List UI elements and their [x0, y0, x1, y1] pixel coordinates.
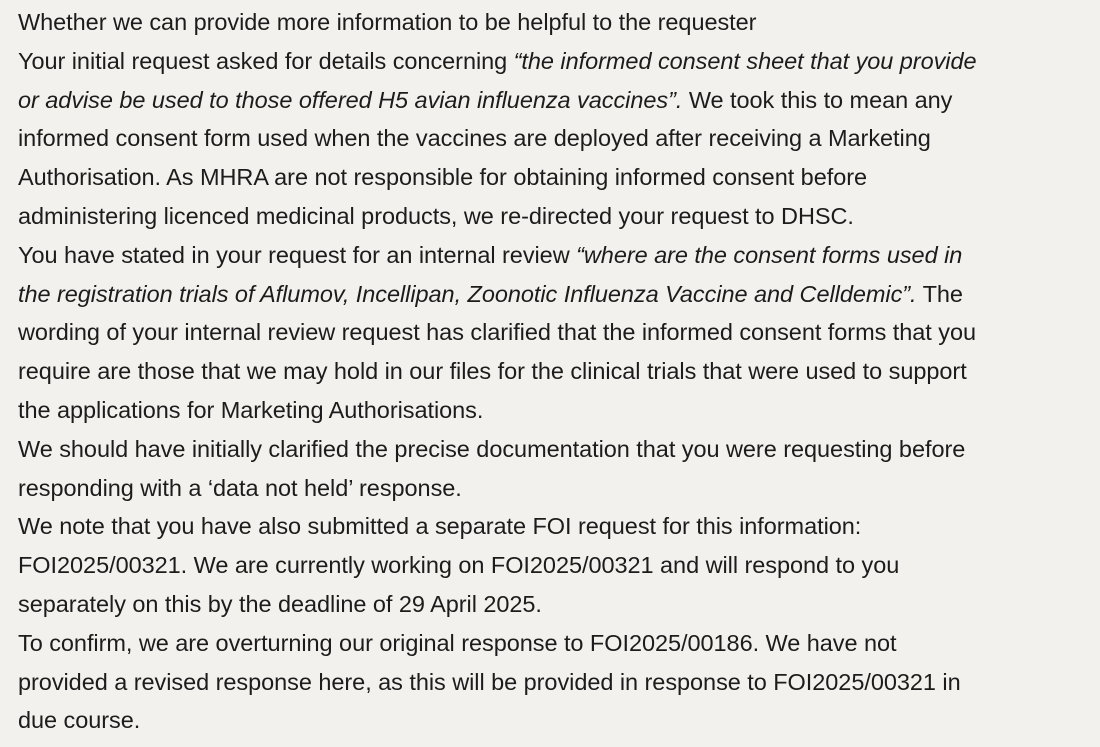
- body-text: To confirm, we are overturning our original response to FOI2025/00186. We have not: [18, 629, 897, 656]
- paragraph-line: [18, 313, 1100, 352]
- body-text: informed consent form used when the vaccines are deployed after receiving a Marketing: [18, 125, 931, 152]
- paragraph-line: [18, 275, 1100, 314]
- quoted-text: the registration trials of Aflumov, Incellipan, Zoonotic Influenza Vaccine and Celldemic”.: [18, 280, 917, 307]
- body-text: responding with a ‘data not held’ response.: [18, 474, 462, 501]
- paragraph-line: [18, 663, 1100, 702]
- paragraph-line: [18, 197, 1100, 236]
- paragraph-line: [18, 546, 1100, 585]
- paragraph-line: [18, 81, 1100, 120]
- body-text: We took this to mean any: [682, 86, 953, 113]
- paragraph-list: [18, 42, 1100, 740]
- body-text: Your initial request asked for details concerning: [18, 47, 514, 74]
- paragraph: [18, 42, 1100, 236]
- paragraph: [18, 507, 1100, 623]
- body-text: FOI2025/00321. We are currently working on FOI2025/00321 and will respond to you: [18, 552, 900, 579]
- body-text: Authorisation. As MHRA are not responsible for obtaining informed consent before: [18, 164, 868, 191]
- paragraph: [18, 624, 1100, 740]
- paragraph-line: [18, 469, 1100, 508]
- paragraph-line: [18, 701, 1100, 740]
- paragraph: [18, 236, 1100, 430]
- body-text: administering licenced medicinal products, we re-directed your request to DHSC.: [18, 202, 854, 229]
- body-text: We should have initially clarified the precise documentation that you were requesting before: [18, 435, 966, 462]
- quoted-text: “the informed consent sheet that you provide: [513, 47, 977, 74]
- section-heading: Whether we can provide more information to be helpful to the requester: [18, 9, 757, 35]
- body-text: provided a revised response here, as this will be provided in response to FOI2025/00321 in: [18, 668, 961, 695]
- body-text: separately on this by the deadline of 29 April 2025.: [18, 590, 542, 617]
- paragraph-line: [18, 585, 1100, 624]
- body-text: The: [916, 280, 963, 307]
- quoted-text: or advise be used to those offered H5 avian influenza vaccines”.: [18, 86, 683, 113]
- paragraph-line: [18, 624, 1100, 663]
- body-text: due course.: [18, 707, 141, 734]
- paragraph-line: [18, 42, 1100, 81]
- quoted-text: “where are the consent forms used in: [576, 241, 963, 268]
- paragraph-line: [18, 352, 1100, 391]
- body-text: You have stated in your request for an internal review: [18, 241, 577, 268]
- paragraph-line: [18, 507, 1100, 546]
- paragraph: [18, 430, 1100, 508]
- paragraph-line: [18, 119, 1100, 158]
- paragraph-line: [18, 391, 1100, 430]
- paragraph-line: [18, 158, 1100, 197]
- paragraph-line: [18, 430, 1100, 469]
- body-text: the applications for Marketing Authorisations.: [18, 396, 484, 423]
- body-text: require are those that we may hold in our files for the clinical trials that were used to support: [18, 358, 967, 385]
- body-text: We note that you have also submitted a separate FOI request for this information:: [18, 513, 862, 540]
- paragraph-line: [18, 236, 1100, 275]
- body-text: wording of your internal review request has clarified that the informed consent forms that you: [18, 319, 976, 346]
